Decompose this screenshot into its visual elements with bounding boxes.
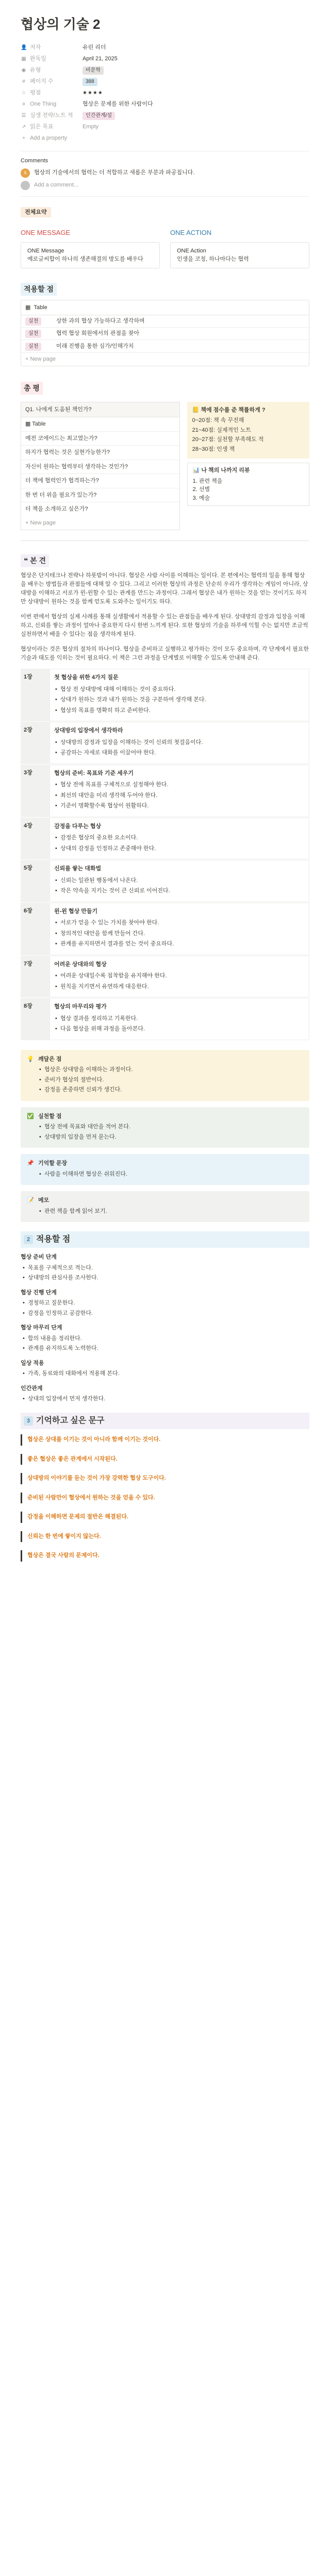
chapters [21, 669, 309, 1041]
property-row[interactable] [21, 132, 309, 144]
add-comment[interactable] [21, 181, 309, 197]
quote-line [21, 1531, 309, 1543]
chapter-content [50, 860, 309, 902]
review-paragraph: 이번 편에서 협상의 실제 사례를 통해 실생활에서 적용할 수 있는 관점들을 배우게 된다. 상대방의 감정과 입장을 이해하고, 신뢰를 쌓는 과정이 얼마나 중요한지 다시 한번 느끼게 된다. 또한 협상의 기술을 하루에 익힐 수는 없지만 조금씩 실천하면서 배울 수 있다는 점을 생각하게 된다. [21, 614, 308, 638]
question-row[interactable]: 자신이 원하는 협력부터 생각하는 것인가? [21, 460, 179, 474]
property-value[interactable] [82, 66, 309, 75]
callout-title: 기억할 문장 [38, 1160, 68, 1167]
section-chip: 전체요약 [21, 207, 51, 218]
apply-block-bullet: • 감정을 인정하고 공감한다. [21, 1309, 309, 1318]
table-row[interactable] [21, 315, 309, 328]
table-cell-tag [21, 329, 52, 338]
apply-heading: 적용할 점 [21, 283, 57, 296]
table-cell-text: 미래 진행을 통한 심가/인해가치 [56, 343, 134, 349]
property-row[interactable] [21, 87, 309, 98]
property-row[interactable] [21, 42, 309, 53]
property-key-label: 저자 [30, 44, 41, 50]
question-head: Q1. 나에게 도움된 책인가? [21, 402, 180, 418]
score-guide-item: 20~27점: 실천할 부족해도 적 [192, 436, 264, 443]
callout [21, 1050, 309, 1101]
callout-bullet: • 사람을 이해하면 협상은 쉬워진다. [38, 1170, 303, 1179]
callout-content [38, 1055, 303, 1096]
chapter-label: 4장 [24, 822, 32, 829]
property-row[interactable] [21, 121, 309, 132]
callout-content [38, 1159, 303, 1180]
page-title: 협상의 기술 2 [21, 16, 101, 32]
message-action-row [21, 228, 309, 268]
chapter-bullet: • 관계를 유지하면서 결과를 얻는 것이 중요하다. [54, 940, 305, 948]
quotes [21, 1434, 309, 1562]
property-key [21, 111, 82, 120]
quotes-heading [21, 1413, 309, 1429]
quote-line [21, 1550, 309, 1562]
quote-text: 협상은 상대를 이기는 것이 아니라 함께 이기는 것이다. [27, 1436, 161, 1443]
callout-icon: 📝 [27, 1197, 34, 1204]
one-message-title: ONE MESSAGE [21, 229, 71, 236]
chapter-label: 6장 [24, 907, 32, 914]
apply-block-bullet: • 상대방의 관심사를 조사한다. [21, 1274, 309, 1282]
one-action-title: ONE ACTION [170, 229, 212, 236]
apply-block-bullet: • 목표를 구체적으로 적는다. [21, 1264, 309, 1273]
apply-block-title: 협상 진행 단계 [21, 1289, 57, 1296]
quotes-title: 기억하고 싶은 문구 [36, 1416, 105, 1425]
property-key [21, 66, 82, 75]
table-row[interactable] [21, 340, 309, 352]
callouts [21, 1050, 309, 1223]
question-new-page[interactable]: + New page [25, 519, 56, 526]
callout-icon: ✅ [27, 1113, 34, 1120]
property-key-label: Add a property [30, 134, 68, 141]
chapter-bullet: • 감정은 협상의 중요한 요소이다. [54, 834, 305, 842]
star-icon: ☆ [21, 90, 26, 96]
list-icon: ☰ [21, 112, 26, 118]
property-value-text: 인간관계/설 [82, 112, 115, 120]
property-key [21, 77, 82, 86]
chapter-bullet: • 창의적인 대안을 함께 만들어 간다. [54, 929, 305, 938]
question-view-label: Table [32, 421, 46, 427]
property-key-label: One Thing [30, 100, 57, 107]
property-key [21, 89, 82, 97]
one-message-box [21, 242, 160, 268]
comments-label: Comments [21, 151, 309, 165]
table-cell-text: 협력 협상 회원에서의 관점을 찾아 [56, 330, 139, 337]
score-guide-item: 0~20점: 책 속 꾸진해 [192, 417, 244, 423]
callout-bullet: • 협상 전에 목표와 대안을 적어 본다. [38, 1123, 303, 1131]
chapter-label: 2장 [24, 727, 32, 734]
chapter-content [50, 998, 309, 1040]
chapter-bullet: • 협상 결과를 정리하고 기록한다. [54, 1014, 305, 1023]
apply-block-title: 일상 적용 [21, 1360, 44, 1366]
chapter-bullet: • 작은 약속을 지키는 것이 큰 신뢰로 이어진다. [54, 887, 305, 895]
quote-text: 협상은 결국 사람의 문제이다. [27, 1552, 100, 1559]
table-cell-tag [21, 317, 52, 326]
comment-text: 협상의 기술에서의 협력는 더 적합하고 새롭은 부분과 파공칩니다. [34, 170, 195, 176]
apply-blocks [21, 1253, 309, 1403]
chapter-label: 8장 [24, 1003, 32, 1010]
apply-new-page[interactable]: + New page [21, 352, 309, 366]
property-key [21, 55, 82, 63]
chapter-row [21, 956, 309, 998]
chapter-row [21, 818, 309, 860]
chapter-label: 3장 [24, 769, 32, 776]
summary-left [21, 402, 180, 531]
review-paragraph: 협상은 단지테크나 전략나 하룻밤이 아니다. 협상은 사람 사이를 이해하는 일이다. 본 편에서는 협력의 일을 통해 협상을 배우는 방법들과 관점들에 대해 알 수 있다. 그리고 이러한 협상의 과정은 단순히 우리가 생각하는 게임이 아니라, 상대방을 이해하고 서로가 윈-윈할 수 있는 관계를 만드는 과정이다. 그래서 협상은 내가 원하는 것을 얻는 것이기도 하지만 상대방이 원하는 것을 함께 얻도록 도와주는 일이기도 하다. [21, 572, 308, 605]
property-key-label: 완독일 [30, 55, 46, 62]
property-value-text: ★★★★ [82, 90, 103, 96]
number-icon: 2 [24, 1235, 33, 1244]
chapter-content [50, 669, 309, 721]
review-heading: ❝ 본 견 [21, 554, 49, 567]
chapter-label: 5장 [24, 865, 32, 872]
person-icon: 👤 [21, 44, 27, 50]
table-icon: ▦ [25, 304, 31, 311]
chapter-bullet: • 원칙을 지키면서 유연하게 대응한다. [54, 982, 305, 991]
table-icon: ▦ [25, 421, 32, 427]
property-row[interactable] [21, 110, 309, 121]
chapter-bullet: • 기준이 명확할수록 협상이 원활하다. [54, 802, 305, 810]
hash-icon: # [22, 78, 25, 84]
apply-block [21, 1289, 309, 1318]
chapter-bullet: • 다음 협상을 위해 과정을 돌아본다. [54, 1025, 305, 1033]
chapter-content [50, 722, 309, 764]
chapter-row [21, 765, 309, 818]
chapter-bullet: • 상대가 원하는 것과 내가 원하는 것을 구분하여 생각해 본다. [54, 696, 305, 704]
score-guide-box [187, 402, 309, 459]
property-value-text: 유린 리더 [82, 44, 106, 50]
property-key-label: 유형 [30, 66, 41, 73]
avatar: s [21, 168, 30, 178]
property-value-text: 비문학 [82, 66, 104, 75]
tag-badge: 실천 [25, 317, 41, 326]
property-value-text: Empty [82, 123, 99, 130]
callout-title: 실천할 점 [38, 1113, 62, 1120]
score-item: 2. 선별 [192, 486, 210, 493]
question-view[interactable] [21, 417, 179, 432]
apply-block-title: 인간관계 [21, 1385, 43, 1392]
apply-section-heading [21, 1231, 309, 1248]
property-key-label: 페이지 수 [30, 78, 54, 84]
chapter-row [21, 722, 309, 765]
callout-title: 깨달은 점 [38, 1056, 62, 1062]
property-key [21, 100, 82, 109]
apply-block-title: 협상 준비 단계 [21, 1254, 57, 1261]
property-row[interactable] [21, 76, 309, 87]
chapter-label: 1장 [24, 674, 32, 681]
quote-text: 신뢰는 한 번에 쌓이지 않는다. [27, 1533, 101, 1539]
score-item: 1. 관련 책을 [192, 478, 223, 484]
callout [21, 1191, 309, 1222]
property-key-label: 실생 전략/노트 적 [30, 112, 73, 118]
question-card [21, 417, 180, 530]
callout-bullet: • 협상은 상대방을 이해하는 과정이다. [38, 1065, 303, 1074]
apply-block-bullet: • 가족, 동료와의 대화에서 적용해 본다. [21, 1369, 309, 1378]
score-box-title: 📊 나 책의 나까지 리뷰 [192, 467, 250, 473]
table-row[interactable] [21, 328, 309, 340]
question-row[interactable]: 예전 코에이드는 최고였는가? [21, 432, 179, 446]
question-row[interactable]: 더 책에 협력인가 협격하는가? [21, 474, 179, 488]
property-key [21, 123, 82, 131]
one-message-box-title: ONE Message [27, 247, 64, 254]
quote-line [21, 1454, 309, 1465]
property-value[interactable] [82, 89, 309, 97]
summary-right [187, 402, 309, 531]
chapter-bullet: • 공감하는 자세로 대화를 이끌어야 한다. [54, 749, 305, 757]
chapter-title: 첫 협상을 위한 4가지 질문 [54, 674, 119, 681]
properties [21, 42, 309, 144]
chapter-title: 감정을 다루는 협상 [54, 823, 102, 829]
summary-grid [21, 402, 309, 531]
apply-block-bullet: • 상대의 입장에서 먼저 생각한다. [21, 1395, 309, 1403]
score-box [187, 463, 309, 506]
avatar [21, 181, 30, 190]
chapter-content [50, 818, 309, 860]
property-key [21, 134, 82, 143]
callout-icon: 💡 [27, 1056, 34, 1062]
apply-block-title: 협상 마무리 단계 [21, 1325, 62, 1331]
apply-section-title: 적용할 점 [36, 1235, 71, 1244]
score-guide-item: 21~40점: 실제적인 노트 [192, 427, 252, 433]
apply-block-bullet: • 경청하고 질문한다. [21, 1299, 309, 1308]
chapter-content [50, 956, 309, 998]
chapter-content [50, 765, 309, 817]
table-cell-tag [21, 342, 52, 351]
question-row[interactable]: 하지가 협력는 것은 실현가능한가? [21, 446, 179, 460]
score-guide-title: 📒 책에 점수를 준 책률하게 ? [192, 406, 266, 413]
apply-block-bullet: • 합의 내용을 정리한다. [21, 1334, 309, 1343]
quote-line [21, 1512, 309, 1523]
apply-block-bullet: • 관계를 유지하도록 노력한다. [21, 1344, 309, 1353]
score-box-items [193, 477, 304, 503]
apply-rows [21, 315, 309, 352]
apply-block [21, 1384, 309, 1403]
chapter-row [21, 998, 309, 1041]
quote-text: 준비된 사람만이 협상에서 원하는 것을 얻을 수 있다. [27, 1494, 155, 1501]
one-action-col [170, 228, 309, 268]
calendar-icon: ▦ [21, 56, 26, 62]
callout-bullet: • 관련 책을 함께 읽어 보기. [38, 1207, 303, 1216]
number-icon: 3 [24, 1416, 33, 1426]
chapter-title: 신뢰를 쌓는 대화법 [54, 866, 102, 872]
property-value[interactable] [82, 43, 309, 52]
callout-bullet: • 감정을 존중하면 신뢰가 생긴다. [38, 1086, 303, 1094]
one-message-box-text: 예로글씨합이 하나의 생존해결의 방도를 배우다 [27, 256, 143, 262]
divider [21, 540, 309, 541]
apply-table-view[interactable] [21, 300, 309, 316]
chapter-content [50, 903, 309, 955]
table-cell-text: 상한 과의 협상 가능하다고 생각하며 [56, 318, 145, 325]
chapter-bullet: • 상대의 감정을 인정하고 존중해야 한다. [54, 844, 305, 853]
apply-table [21, 300, 309, 366]
property-value[interactable] [82, 77, 309, 86]
one-action-box-title: ONE Action [177, 247, 206, 254]
chapter-bullet: • 어려운 상대일수록 침착함을 유지해야 한다. [54, 972, 305, 980]
quote-line [21, 1473, 309, 1484]
callout [21, 1154, 309, 1185]
quote-text: 좋은 협상은 좋은 관계에서 시작된다. [27, 1455, 118, 1462]
review-paragraphs [21, 571, 309, 663]
summary-heading: 총 평 [21, 382, 43, 395]
callout [21, 1107, 309, 1148]
text-icon: ≡ [22, 101, 25, 107]
chapter-title: 협상의 마무리와 평가 [54, 1004, 107, 1010]
property-row[interactable] [21, 53, 309, 64]
callout-content [38, 1196, 303, 1217]
chapter-row [21, 669, 309, 722]
add-comment-input[interactable]: Add a comment... [34, 182, 79, 189]
apply-block [21, 1324, 309, 1353]
chapter-row [21, 860, 309, 903]
property-key-label: 읽은 목표 [30, 123, 54, 130]
score-item: 3. 예술 [192, 495, 210, 501]
chapter-label: 7장 [24, 960, 32, 967]
property-value[interactable] [82, 55, 309, 63]
property-value-text: 388 [82, 78, 97, 86]
quote-text: 상대방의 이야기를 듣는 것이 가장 강력한 협상 도구이다. [27, 1475, 166, 1482]
callout-bullet: • 준비가 협상의 절반이다. [38, 1076, 303, 1084]
callout-bullet: • 상대방의 입장을 먼저 묻는다. [38, 1133, 303, 1142]
property-value[interactable] [82, 123, 309, 131]
chapter-bullet: • 협상 전에 목표를 구체적으로 설정해야 한다. [54, 781, 305, 789]
tag-badge: 실천 [25, 330, 41, 338]
comments-list [21, 168, 309, 178]
plus-icon: + [22, 135, 25, 141]
property-key [21, 43, 82, 52]
quote-line [21, 1434, 309, 1446]
chapter-bullet: • 협상의 목표를 명확히 하고 준비한다. [54, 706, 305, 715]
review-paragraph: 협상이라는 것은 협상의 절차의 하나이다. 협상을 준비하고 실행하고 평가하는 것이 모두 중요하며, 각 단계에서 필요한 기술과 태도를 익히는 것이 필요하다. 이 책은 그런 과정을 단계별로 이해할 수 있도록 안내해 준다. [21, 646, 309, 662]
chapter-row [21, 903, 309, 956]
quote-line [21, 1493, 309, 1504]
apply-block [21, 1359, 309, 1378]
callout-title: 메모 [38, 1197, 50, 1204]
tag-icon: ◉ [21, 67, 26, 73]
tag-badge: 실천 [25, 343, 41, 351]
property-value[interactable] [82, 100, 309, 109]
chapter-bullet: • 최선의 대안을 미리 생각해 두어야 한다. [54, 791, 305, 800]
chapter-bullet: • 협상 전 상대방에 대해 이해하는 것이 중요하다. [54, 685, 305, 694]
comment [21, 168, 309, 178]
quote-text: 감정을 이해하면 문제의 절반은 해결된다. [27, 1514, 128, 1520]
one-action-box [170, 242, 309, 268]
property-row[interactable] [21, 98, 309, 110]
link-icon: ↗ [21, 124, 26, 130]
question-row[interactable]: 한 번 더 위을 필요가 있는가? [21, 488, 179, 503]
property-key-label: 평점 [30, 89, 41, 96]
chapter-title: 어려운 상대와의 협상 [54, 961, 107, 968]
chapter-bullet: • 서로가 얻을 수 있는 가치를 찾아야 한다. [54, 919, 305, 927]
apply-table-view-label: Table [34, 304, 47, 311]
question-row[interactable]: 더 책을 소개하고 싶은가? [25, 506, 88, 512]
score-guide-item: 28~30점: 인생 책 [192, 446, 235, 452]
property-value-text: 협상은 문제를 위한 사람이다 [82, 100, 153, 107]
questions [21, 432, 179, 516]
chapter-title: 윈-윈 협상 만들기 [54, 908, 98, 914]
property-value[interactable] [82, 111, 309, 120]
one-message-col [21, 228, 160, 268]
chapter-title: 상대방의 입장에서 생각하라 [54, 727, 123, 734]
chapter-bullet: • 신뢰는 일관된 행동에서 나온다. [54, 876, 305, 885]
callout-icon: 📌 [27, 1160, 34, 1167]
chapter-title: 협상의 준비: 목표와 기준 세우기 [54, 770, 134, 776]
score-guide-items [192, 416, 304, 453]
one-action-box-text: 인생을 코칭, 하나마다는 협력 [177, 256, 249, 262]
chapter-bullet: • 상대방의 감정과 입장을 이해하는 것이 신뢰의 첫걸음이다. [54, 738, 305, 747]
apply-block [21, 1253, 309, 1282]
callout-content [38, 1112, 303, 1143]
property-row[interactable] [21, 64, 309, 76]
property-value-text: April 21, 2025 [82, 55, 118, 62]
